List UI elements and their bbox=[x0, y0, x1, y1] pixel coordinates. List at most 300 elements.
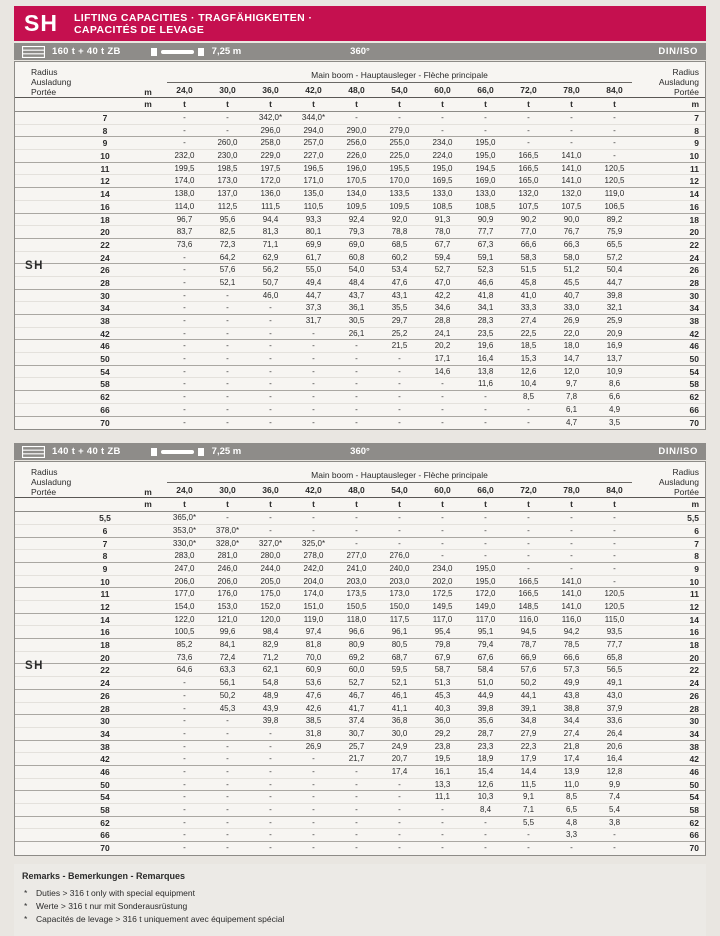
capacity-cell: - bbox=[269, 513, 272, 523]
radius-cell-right: 22 bbox=[689, 665, 699, 676]
capacity-cell: 134,0 bbox=[346, 189, 367, 199]
radius-cell: 26 bbox=[100, 265, 110, 276]
capacity-unit: t bbox=[484, 499, 487, 510]
radius-cell-right: 46 bbox=[689, 341, 699, 352]
capacity-cell: 15,4 bbox=[477, 766, 494, 776]
table-row bbox=[15, 804, 705, 817]
capacity-cell: 3,3 bbox=[565, 830, 578, 840]
capacity-cell: 34,1 bbox=[477, 303, 494, 313]
gutter-cell bbox=[15, 804, 77, 816]
capacity-cell: 20,6 bbox=[606, 741, 623, 751]
capacity-cell: 23,3 bbox=[477, 741, 494, 751]
capacity-cell: 141,0 bbox=[561, 176, 582, 186]
gutter-cell bbox=[15, 538, 77, 550]
capacity-cell: 29,2 bbox=[434, 728, 451, 738]
capacity-cell: - bbox=[613, 113, 616, 122]
capacity-cell: - bbox=[527, 404, 530, 414]
capacity-cell: 41,0 bbox=[520, 290, 537, 300]
capacity-cell: 170,0 bbox=[389, 176, 410, 186]
capacity-cell: 93,5 bbox=[606, 627, 623, 637]
capacity-cell: - bbox=[441, 392, 444, 402]
radius-cell: 7 bbox=[102, 538, 108, 549]
radius-unit: m bbox=[144, 499, 152, 510]
capacity-cell: - bbox=[226, 354, 229, 364]
capacity-cell: 67,6 bbox=[477, 652, 494, 662]
capacity-cell: - bbox=[441, 817, 444, 827]
capacity-cell: 41,1 bbox=[391, 703, 408, 713]
capacity-cell: 106,5 bbox=[604, 201, 625, 211]
capacity-cell: 37,9 bbox=[606, 703, 623, 713]
m-spacer-cell bbox=[133, 290, 163, 302]
table-row bbox=[15, 315, 705, 328]
radius-cell-right: 12 bbox=[689, 602, 699, 612]
capacity-cell: - bbox=[269, 379, 272, 389]
remark-text: Capacités de levage > 316 t uniquement avec équipement spécial bbox=[36, 913, 285, 924]
capacity-cell: 84,1 bbox=[219, 640, 236, 650]
radius-label: Portée bbox=[673, 487, 699, 498]
capacity-cell: - bbox=[570, 563, 573, 573]
capacity-cell: - bbox=[269, 817, 272, 827]
capacity-cell: 110,5 bbox=[303, 201, 324, 211]
radius-cell-right: 26 bbox=[689, 265, 699, 276]
capacity-cell: 29,7 bbox=[391, 316, 408, 325]
capacity-cell: 30,0 bbox=[391, 728, 408, 738]
capacity-cell: - bbox=[269, 805, 272, 814]
capacity-cell: 31,8 bbox=[305, 728, 322, 738]
radius-cell-right: 66 bbox=[689, 830, 699, 841]
capacity-cell: 39,1 bbox=[520, 703, 537, 713]
radius-header-right bbox=[636, 67, 705, 97]
capacity-cell: - bbox=[484, 404, 487, 414]
gutter-cell bbox=[15, 728, 77, 740]
radius-cell-right: 54 bbox=[689, 792, 699, 803]
table-row bbox=[15, 188, 705, 201]
radius-cell-right: 7 bbox=[694, 538, 699, 549]
capacity-cell: - bbox=[398, 366, 401, 376]
capacity-cell: - bbox=[613, 513, 616, 523]
capacity-cell: 66,6 bbox=[563, 652, 580, 662]
capacity-cell: 62,1 bbox=[262, 665, 279, 675]
gutter-cell bbox=[15, 340, 77, 352]
capacity-cell: - bbox=[312, 379, 315, 389]
capacity-cell: - bbox=[527, 830, 530, 840]
capacity-cell: 17,9 bbox=[520, 754, 537, 764]
table-row bbox=[15, 290, 705, 303]
capacity-cell: 43,8 bbox=[563, 690, 580, 700]
m-spacer-cell bbox=[133, 626, 163, 638]
capacity-cell: 50,2 bbox=[219, 690, 236, 700]
m-spacer-cell bbox=[133, 404, 163, 416]
capacity-cell: 14,6 bbox=[434, 366, 451, 376]
capacity-cell: 72,4 bbox=[219, 652, 236, 662]
capacity-cell: 244,0 bbox=[260, 563, 281, 573]
capacity-cell: - bbox=[269, 779, 272, 789]
radius-cell: 22 bbox=[100, 665, 110, 676]
capacity-cell: - bbox=[226, 766, 229, 776]
capacity-cell: 45,3 bbox=[219, 703, 236, 713]
capacity-cell: 109,5 bbox=[346, 201, 367, 211]
gutter-cell bbox=[15, 150, 77, 162]
capacity-cell: - bbox=[312, 366, 315, 376]
capacity-cell: 69,2 bbox=[348, 652, 365, 662]
gutter-cell bbox=[15, 703, 77, 715]
capacity-cell: - bbox=[613, 538, 616, 548]
capacity-cell: 30,5 bbox=[348, 316, 365, 325]
capacity-cell: 4,7 bbox=[565, 417, 578, 427]
capacity-cell: 57,3 bbox=[563, 665, 580, 675]
capacity-cell: - bbox=[355, 817, 358, 827]
capacity-cell: 173,5 bbox=[346, 589, 367, 599]
capacity-cell: 11,0 bbox=[564, 779, 579, 789]
gutter-cell bbox=[15, 290, 77, 302]
capacity-cell: - bbox=[355, 341, 358, 351]
capacity-cell: 151,0 bbox=[303, 602, 324, 611]
gutter-cell bbox=[15, 214, 77, 226]
capacity-cell: - bbox=[226, 290, 229, 300]
capacity-cell: 92,4 bbox=[348, 214, 365, 224]
capacity-cell: - bbox=[183, 113, 186, 122]
capacity-cell: 18,5 bbox=[520, 341, 537, 351]
m-spacer-cell bbox=[133, 829, 163, 841]
boom-label: Main boom - Hauptausleger - Flèche principale bbox=[311, 470, 488, 481]
capacity-cell: 224,0 bbox=[432, 151, 453, 161]
capacity-cell: 172,0 bbox=[260, 176, 281, 186]
radius-cell-right: 34 bbox=[689, 728, 699, 739]
m-spacer-cell bbox=[133, 728, 163, 740]
capacity-cell: 39,8 bbox=[262, 716, 279, 726]
capacity-cell: 141,0 bbox=[561, 151, 582, 161]
m-spacer-cell bbox=[133, 188, 163, 200]
radius-label: Ausladung bbox=[31, 477, 72, 488]
capacity-cell: 9,1 bbox=[522, 792, 535, 802]
radius-cell-right: 66 bbox=[689, 404, 699, 415]
capacity-cell: 8,5 bbox=[565, 792, 578, 802]
boom-length-header: 66,0 bbox=[477, 85, 494, 95]
capacity-cell: 11,5 bbox=[521, 779, 536, 789]
remark-item bbox=[22, 913, 698, 926]
capacity-cell: 12,8 bbox=[606, 766, 623, 776]
capacity-cell: - bbox=[527, 525, 530, 535]
m-spacer-cell bbox=[133, 550, 163, 562]
radius-label: Radius bbox=[672, 467, 699, 478]
capacity-unit: t bbox=[441, 499, 444, 510]
capacity-cell: - bbox=[527, 138, 530, 148]
capacity-cell: 141,0 bbox=[561, 589, 582, 599]
capacity-cell: - bbox=[312, 392, 315, 402]
capacity-cell: 83,7 bbox=[176, 227, 193, 237]
capacity-cell: 93,3 bbox=[305, 214, 322, 224]
capacity-cell: 177,0 bbox=[174, 589, 195, 599]
capacity-cell: - bbox=[398, 792, 401, 802]
capacity-cell: 240,0 bbox=[389, 563, 410, 573]
capacity-cell: 44,1 bbox=[520, 690, 537, 700]
table-header bbox=[15, 462, 705, 497]
capacity-cell: 89,2 bbox=[606, 214, 623, 224]
capacity-cell: - bbox=[183, 766, 186, 776]
side-model-label: SH bbox=[25, 660, 44, 673]
m-spacer-cell bbox=[133, 576, 163, 588]
capacity-cell: - bbox=[226, 728, 229, 738]
capacity-cell: - bbox=[226, 341, 229, 351]
capacity-cell: 342,0* bbox=[258, 113, 283, 122]
capacity-cell: 50,2 bbox=[520, 678, 537, 688]
capacity-cell: 10,9 bbox=[606, 366, 623, 376]
capacity-cell: - bbox=[355, 366, 358, 376]
capacity-cell: 15,3 bbox=[520, 354, 537, 364]
gutter-cell bbox=[15, 677, 77, 689]
capacity-cell: - bbox=[613, 151, 616, 161]
table-row bbox=[15, 201, 705, 214]
capacity-cell: 49,4 bbox=[305, 277, 322, 287]
table-row bbox=[15, 639, 705, 652]
capacity-cell: 166,5 bbox=[518, 163, 539, 173]
capacity-cell: - bbox=[355, 830, 358, 840]
radius-label: Portée bbox=[31, 87, 57, 97]
table-row bbox=[15, 664, 705, 677]
gutter-cell bbox=[15, 741, 77, 753]
capacity-cell: - bbox=[484, 551, 487, 561]
gutter-cell bbox=[15, 791, 77, 803]
radius-cell: 62 bbox=[100, 392, 110, 403]
capacity-cell: 64,6 bbox=[176, 665, 193, 675]
capacity-cell: 278,0 bbox=[303, 551, 324, 561]
capacity-unit: t bbox=[570, 499, 573, 510]
capacity-cell: 325,0* bbox=[301, 538, 326, 548]
capacity-cell: 47,0 bbox=[434, 277, 451, 287]
capacity-cell: 43,0 bbox=[606, 690, 623, 700]
capacity-cell: 52,7 bbox=[434, 265, 451, 275]
capacity-cell: - bbox=[355, 779, 358, 789]
capacity-cell: 205,0 bbox=[260, 576, 281, 586]
capacity-cell: - bbox=[613, 551, 616, 561]
table-row bbox=[15, 753, 705, 766]
capacity-cell: - bbox=[355, 354, 358, 364]
column-headers bbox=[163, 483, 636, 497]
capacity-cell: 19,6 bbox=[477, 341, 494, 351]
radius-cell: 54 bbox=[100, 792, 110, 803]
radius-cell-right: 9 bbox=[694, 138, 699, 149]
radius-cell-right: 18 bbox=[689, 214, 699, 225]
gutter-cell bbox=[15, 315, 77, 327]
capacity-cell: 18,0 bbox=[563, 341, 580, 351]
capacity-cell: - bbox=[269, 328, 272, 338]
capacity-cell: 91,3 bbox=[434, 214, 451, 224]
capacity-cell: 78,5 bbox=[563, 640, 580, 650]
m-spacer-cell bbox=[133, 315, 163, 327]
table-row bbox=[15, 614, 705, 627]
table-row bbox=[15, 277, 705, 290]
capacity-cell: - bbox=[312, 754, 315, 764]
capacity-cell: 43,9 bbox=[262, 703, 279, 713]
capacity-cell: 234,0 bbox=[432, 563, 453, 573]
capacity-cell: 60,2 bbox=[391, 252, 408, 262]
capacity-cell: 116,0 bbox=[561, 614, 582, 624]
capacity-cell: - bbox=[355, 792, 358, 802]
capacity-cell: 108,5 bbox=[432, 201, 453, 211]
gutter-cell bbox=[15, 417, 77, 430]
capacity-cell: 63,3 bbox=[219, 665, 236, 675]
capacity-cell: 195,0 bbox=[475, 563, 496, 573]
capacity-cell: 206,0 bbox=[174, 576, 195, 586]
capacity-cell: - bbox=[226, 843, 229, 853]
capacity-cell: 73,6 bbox=[176, 239, 193, 249]
capacity-cell: - bbox=[355, 113, 358, 122]
capacity-cell: - bbox=[398, 805, 401, 814]
m-spacer-cell bbox=[133, 563, 163, 575]
capacity-cell: 206,0 bbox=[217, 576, 238, 586]
capacity-cell: 68,7 bbox=[391, 652, 408, 662]
capacity-cell: 22,5 bbox=[520, 328, 537, 338]
capacity-cell: 48,9 bbox=[262, 690, 279, 700]
capacity-cell: 27,9 bbox=[520, 728, 537, 738]
column-headers bbox=[163, 83, 636, 97]
table-row bbox=[15, 239, 705, 252]
radius-cell: 8 bbox=[102, 551, 108, 562]
capacity-cell: - bbox=[226, 817, 229, 827]
capacity-cell: - bbox=[226, 125, 229, 135]
boom-length-header: 30,0 bbox=[219, 85, 236, 95]
boom-length-icon bbox=[151, 47, 205, 57]
capacity-cell: 30,7 bbox=[348, 728, 365, 738]
table-row bbox=[15, 829, 705, 842]
radius-cell-right: 20 bbox=[689, 652, 699, 663]
capacity-cell: - bbox=[226, 303, 229, 313]
gutter-cell bbox=[15, 817, 77, 829]
radius-cell-right: 11 bbox=[690, 589, 699, 600]
radius-cell: 10 bbox=[100, 151, 110, 162]
capacity-cell: 21,8 bbox=[563, 741, 580, 751]
capacity-cell: - bbox=[183, 354, 186, 364]
m-spacer-cell bbox=[133, 417, 163, 430]
capacity-unit: t bbox=[398, 99, 401, 109]
radius-cell: 20 bbox=[100, 227, 110, 238]
capacity-cell: 51,2 bbox=[563, 265, 580, 275]
capacity-cell: - bbox=[183, 792, 186, 802]
radius-cell: 62 bbox=[100, 817, 110, 828]
table-row bbox=[15, 791, 705, 804]
capacity-cell: - bbox=[355, 404, 358, 414]
capacity-cell: - bbox=[312, 404, 315, 414]
capacity-cell: 10,4 bbox=[520, 379, 537, 389]
capacity-cell: - bbox=[570, 125, 573, 135]
capacity-cell: 78,8 bbox=[391, 227, 408, 237]
capacity-cell: 76,7 bbox=[563, 227, 580, 237]
capacity-cell: 94,2 bbox=[563, 627, 580, 637]
gutter-cell bbox=[15, 626, 77, 638]
title-banner bbox=[14, 6, 706, 41]
capacity-cell: 31,7 bbox=[305, 316, 322, 325]
radius-cell: 24 bbox=[100, 678, 110, 689]
radius-cell-right: 18 bbox=[689, 640, 699, 651]
m-spacer-cell bbox=[133, 791, 163, 803]
page-title-line1: LIFTING CAPACITIES · TRAGFÄHIGKEITEN · bbox=[73, 11, 313, 24]
capacity-cell: 90,9 bbox=[477, 214, 494, 224]
m-spacer-cell bbox=[133, 328, 163, 340]
capacity-cell: - bbox=[226, 779, 229, 789]
capacity-cell: - bbox=[269, 354, 272, 364]
capacity-cell: 16,4 bbox=[477, 354, 494, 364]
gutter-cell bbox=[15, 715, 77, 727]
capacity-unit: t bbox=[269, 99, 272, 109]
capacity-cell: - bbox=[355, 513, 358, 523]
capacity-cell: - bbox=[355, 766, 358, 776]
capacity-cell: 17,1 bbox=[434, 354, 451, 364]
radius-unit: m bbox=[144, 99, 152, 109]
radius-cell: 38 bbox=[100, 741, 110, 752]
table-row bbox=[15, 175, 705, 188]
capacity-cell: 195,0 bbox=[432, 163, 453, 173]
radius-cell: 46 bbox=[100, 341, 110, 352]
radius-cell-right: 26 bbox=[689, 690, 699, 701]
capacity-cell: - bbox=[226, 830, 229, 840]
m-spacer-cell bbox=[133, 214, 163, 226]
capacity-cell: 256,0 bbox=[346, 138, 367, 148]
boom-length-header: 24,0 bbox=[176, 85, 193, 95]
m-spacer-cell bbox=[133, 664, 163, 676]
capacity-cell: - bbox=[183, 252, 186, 262]
gutter-cell bbox=[15, 690, 77, 702]
radius-cell-right: 38 bbox=[689, 316, 699, 326]
capacity-cell: 17,4 bbox=[563, 754, 580, 764]
capacity-cell: 67,7 bbox=[434, 239, 451, 249]
capacity-cell: - bbox=[527, 113, 530, 122]
radius-label: Ausladung bbox=[658, 477, 699, 488]
radius-cell-right: 50 bbox=[689, 779, 699, 790]
capacity-cell: - bbox=[613, 843, 616, 853]
m-spacer-cell bbox=[133, 525, 163, 537]
capacity-cell: - bbox=[355, 417, 358, 427]
capacity-cell: 82,5 bbox=[219, 227, 236, 237]
capacity-cell: 107,5 bbox=[518, 201, 539, 211]
gutter-cell bbox=[15, 239, 77, 251]
capacity-cell: 50,4 bbox=[606, 265, 623, 275]
capacity-cell: 23,5 bbox=[477, 328, 494, 338]
capacity-cell: - bbox=[613, 525, 616, 535]
capacity-cell: 229,0 bbox=[260, 151, 281, 161]
gutter-cell bbox=[15, 829, 77, 841]
radius-cell: 18 bbox=[100, 640, 110, 651]
capacity-cell: - bbox=[484, 513, 487, 523]
capacity-cell: - bbox=[398, 513, 401, 523]
gutter-cell bbox=[15, 137, 77, 149]
capacity-cell: 14,7 bbox=[563, 354, 580, 364]
capacity-cell: 112,5 bbox=[217, 201, 238, 211]
radius-cell: 34 bbox=[100, 303, 110, 314]
m-spacer-cell bbox=[133, 842, 163, 855]
capacity-cell: - bbox=[398, 817, 401, 827]
capacity-unit: t bbox=[570, 99, 573, 109]
table-row bbox=[15, 512, 705, 525]
capacity-cell: 81,3 bbox=[262, 227, 279, 237]
capacity-cell: 21,7 bbox=[348, 754, 365, 764]
capacity-cell: 174,0 bbox=[174, 176, 195, 186]
capacity-cell: 39,8 bbox=[477, 703, 494, 713]
capacity-cell: - bbox=[183, 678, 186, 688]
capacity-cell: - bbox=[226, 417, 229, 427]
radius-cell-right: 8 bbox=[694, 125, 699, 136]
capacity-cell: 6,6 bbox=[608, 392, 621, 402]
capacity-cell: 136,0 bbox=[260, 189, 281, 199]
radius-cell: 16 bbox=[100, 201, 110, 212]
capacity-cell: 52,3 bbox=[477, 265, 494, 275]
capacity-cell: 166,5 bbox=[518, 589, 539, 599]
capacity-cell: 58,3 bbox=[520, 252, 537, 262]
radius-cell-right: 62 bbox=[689, 817, 699, 828]
capacity-cell: 57,6 bbox=[520, 665, 537, 675]
m-spacer-cell bbox=[133, 703, 163, 715]
gutter-cell bbox=[15, 175, 77, 187]
capacity-cell: 50,7 bbox=[262, 277, 279, 287]
